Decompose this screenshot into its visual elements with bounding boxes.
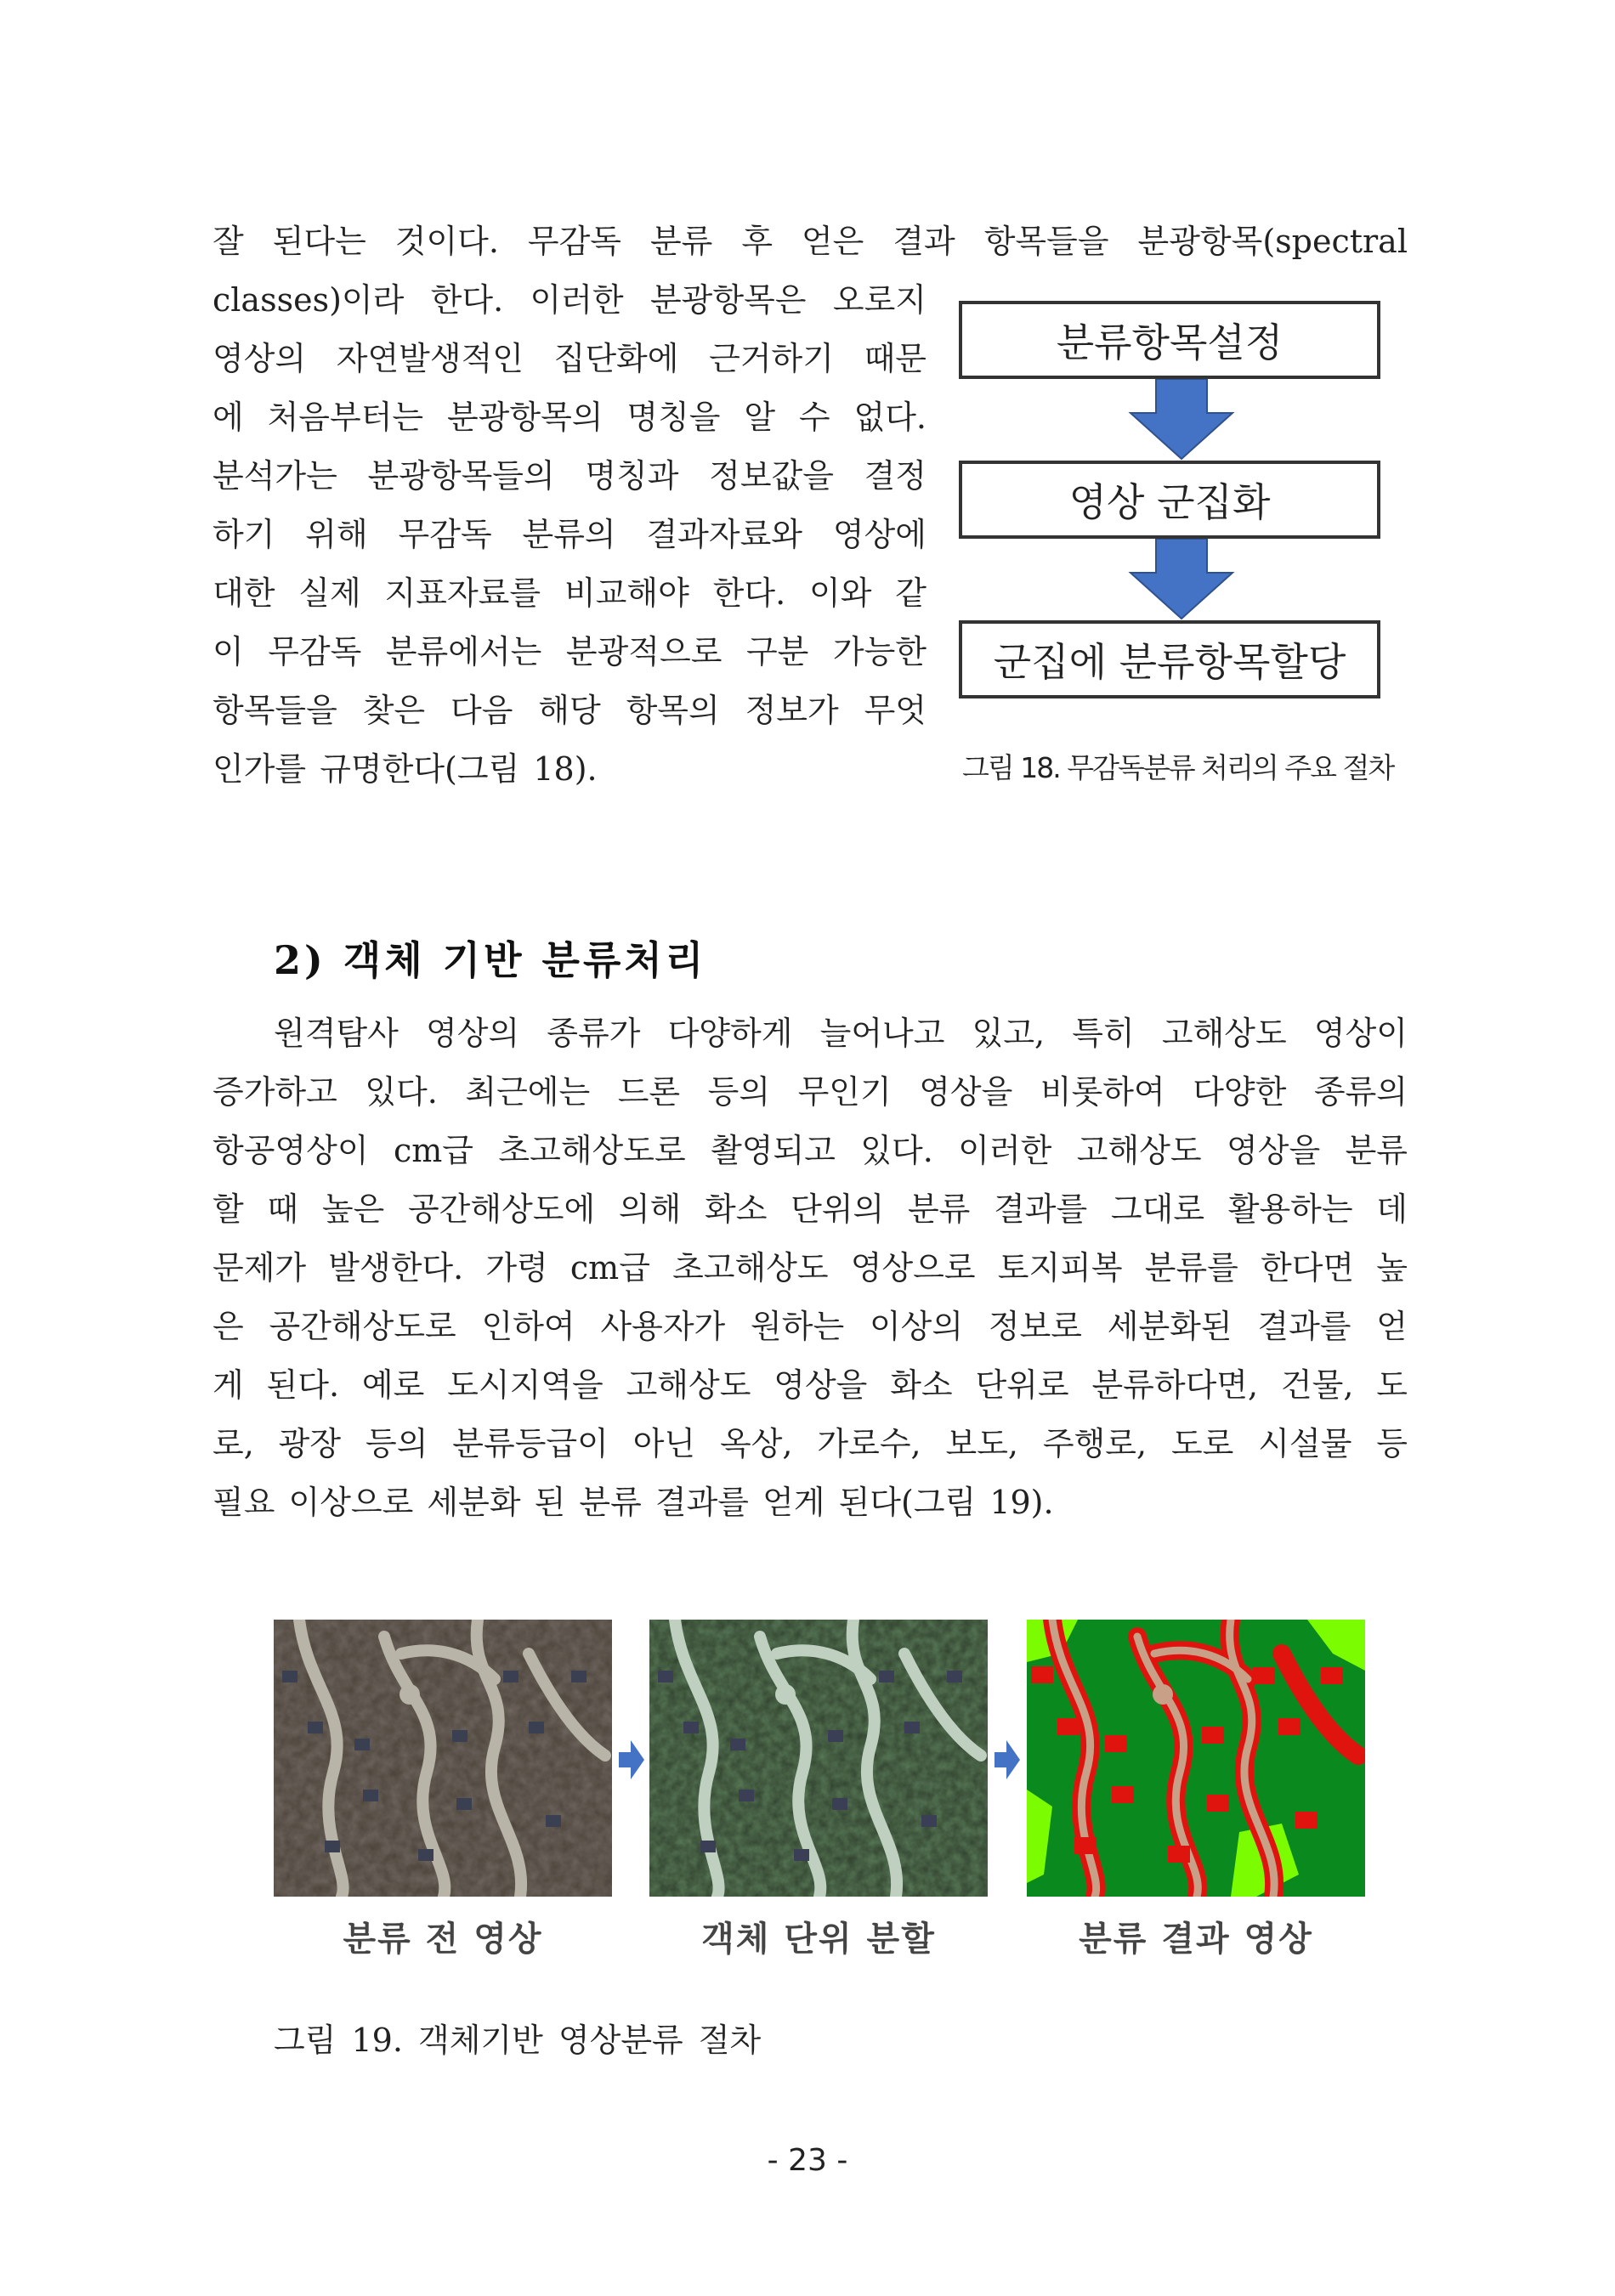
intro-top-line xyxy=(212,212,1408,271)
text-line: 항목들을 찾은 다음 해당 항목의 정보가 무엇 xyxy=(212,692,926,729)
page-number: - 23 - xyxy=(767,2143,848,2178)
text-line: classes)이라 한다. 이러한 분광항목은 오로지 xyxy=(212,281,926,319)
image-label: 분류 결과 영상 xyxy=(1079,1920,1313,1959)
text-line: 잘 된다는 것이다. 무감독 분류 후 얻은 결과 항목들을 분광항목(spectral xyxy=(212,223,1408,260)
classification-result-image xyxy=(1027,1620,1365,1897)
flowchart-step-box: 분류항목설정 xyxy=(959,301,1380,379)
text-line: 영상의 자연발생적인 집단화에 근거하기 때문 xyxy=(212,340,926,377)
text-line: 문제가 발생한다. 가령 cm급 초고해상도 영상으로 토지피복 분류를 한다면 높 xyxy=(212,1249,1408,1287)
aerial-image-object-segmentation xyxy=(649,1620,988,1897)
text-line: 이 무감독 분류에서는 분광적으로 구분 가능한 xyxy=(212,633,926,670)
text-line: 증가하고 있다. 최근에는 드론 등의 무인기 영상을 비롯하여 다양한 종류의 xyxy=(212,1073,1408,1111)
intro-paragraph xyxy=(212,271,926,799)
text-line: 은 공간해상도로 인하여 사용자가 원하는 이상의 정보로 세분화된 결과를 얻 xyxy=(212,1308,1408,1345)
text-line: 원격탐사 영상의 종류가 다양하게 늘어나고 있고, 특히 고해상도 영상이 xyxy=(274,1015,1408,1052)
flowchart-step-box: 영상 군집화 xyxy=(959,461,1380,539)
text-line: 인가를 규명한다(그림 18). xyxy=(212,750,598,788)
flowchart-step-box: 군집에 분류항목할당 xyxy=(959,620,1380,698)
text-line: 할 때 높은 공간해상도에 의해 화소 단위의 분류 결과를 그대로 활용하는 데 xyxy=(212,1190,1408,1228)
figure-caption: 그림 19. 객체기반 영상분류 절차 xyxy=(274,2022,762,2059)
image-label: 분류 전 영상 xyxy=(343,1920,543,1959)
section-heading: 2) 객체 기반 분류처리 xyxy=(274,937,707,983)
figure-caption: 그림 18. 무감독분류 처리의 주요 절차 xyxy=(962,751,1394,784)
image-label: 객체 단위 분할 xyxy=(701,1920,936,1959)
text-line: 필요 이상으로 세분화 된 분류 결과를 얻게 된다(그림 19). xyxy=(212,1484,1054,1521)
right-arrow-icon xyxy=(994,1740,1020,1779)
down-arrow-icon xyxy=(1127,539,1236,620)
text-line: 로, 광장 등의 분류등급이 아닌 옥상, 가로수, 보도, 주행로, 도로 시설물 등 xyxy=(212,1425,1408,1462)
text-line: 에 처음부터는 분광항목의 명칭을 알 수 없다. xyxy=(212,399,926,436)
unsupervised-classification-flowchart xyxy=(959,301,1394,794)
down-arrow-icon xyxy=(1127,379,1236,461)
right-arrow-icon xyxy=(619,1740,644,1779)
text-line: 대한 실제 지표자료를 비교해야 한다. 이와 같 xyxy=(212,574,926,612)
aerial-image-before-classification xyxy=(274,1620,612,1897)
body-paragraph xyxy=(212,1004,1408,1532)
text-line: 게 된다. 예로 도시지역을 고해상도 영상을 화소 단위로 분류하다면, 건물, 도 xyxy=(212,1366,1408,1404)
text-line: 항공영상이 cm급 초고해상도로 촬영되고 있다. 이러한 고해상도 영상을 분류 xyxy=(212,1132,1408,1169)
text-line: 하기 위해 무감독 분류의 결과자료와 영상에 xyxy=(212,516,926,553)
text-line: 분석가는 분광항목들의 명칭과 정보값을 결정 xyxy=(212,457,926,495)
